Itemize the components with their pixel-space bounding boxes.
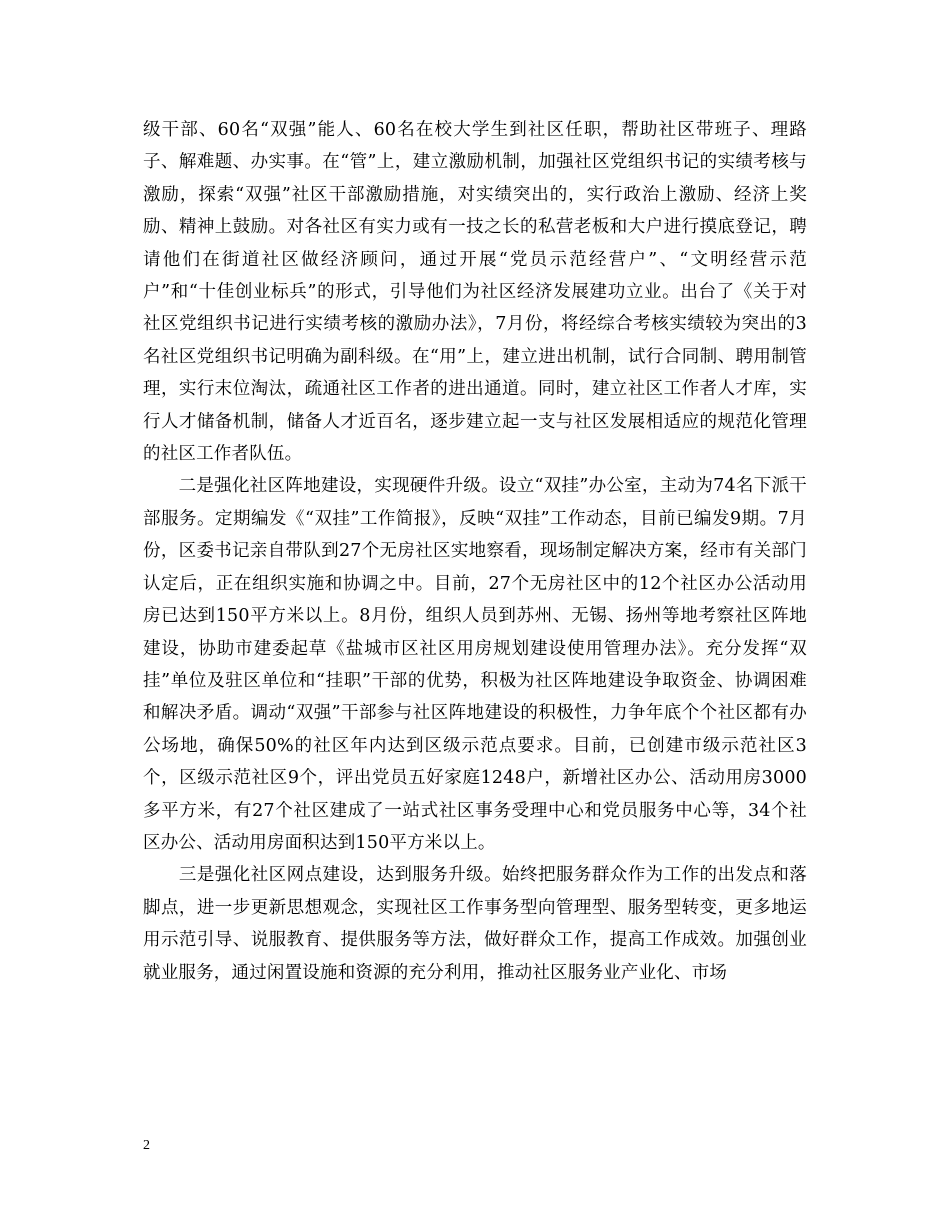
paragraph-1: 级干部、60名“双强”能人、60名在校大学生到社区任职，帮助社区带班子、理路子、解难题、办实事。在“管”上，建立激励机制，加强社区党组织书记的实绩考核与激励，探索“双强”社区干部激励措施，对实绩突出的，实行政治上激励、经济上奖励、精神上鼓励。对各社区有实力或有一技之长的私营老板和大户进行摸底登记，聘请他们在街道社区做经济顾问，通过开展“党员示范经营户”、“文明经营示范户”和“十佳创业标兵”的形式，引导他们为社区经济发展建功立业。出台了《关于对社区党组织书记进行实绩考核的激励办法》，7月份，将经综合考核实绩较为突出的3名社区党组织书记明确为副科级。在“用”上，建立进出机制，试行合同制、聘用制管理，实行末位淘汰，疏通社区工作者的进出通道。同时，建立社区工作者人才库，实行人才储备机制，储备人才近百名，逐步建立起一支与社区发展相适应的规范化管理的社区工作者队伍。 — [143, 120, 807, 465]
document-body — [143, 114, 807, 989]
paragraph-3: 三是强化社区网点建设，达到服务升级。始终把服务群众作为工作的出发点和落脚点，进一步更新思想观念，实现社区工作事务型向管理型、服务型转变，更多地运用示范引导、说服教育、提供服务等方法，做好群众工作，提高工作成效。加强创业就业服务，通过闲置设施和资源的充分利用，推动社区服务业产业化、市场 — [143, 865, 807, 983]
page-number: 2 — [143, 1138, 150, 1153]
paragraph-2: 二是强化社区阵地建设，实现硬件升级。设立“双挂”办公室，主动为74名下派干部服务。定期编发《“双挂”工作简报》，反映“双挂”工作动态，目前已编发9期。7月份，区委书记亲自带队到27个无房社区实地察看，现场制定解决方案，经市有关部门认定后，正在组织实施和协调之中。目前，27个无房社区中的12个社区办公活动用房已达到150平方米以上。8月份，组织人员到苏州、无锡、扬州等地考察社区阵地建设，协助市建委起草《盐城市区社区用房规划建设使用管理办法》。充分发挥“双挂”单位及驻区单位和“挂职”干部的优势，积极为社区阵地建设争取资金、协调困难和解决矛盾。调动“双强”干部参与社区阵地建设的积极性，力争年底个个社区都有办公场地，确保50%的社区年内达到区级示范点要求。目前，已创建市级示范社区3个，区级示范社区9个，评出党员五好家庭1248户，新增社区办公、活动用房3000多平方米，有27个社区建成了一站式社区事务受理中心和党员服务中心等，34个社区办公、活动用房面积达到150平方米以上。 — [143, 476, 807, 853]
